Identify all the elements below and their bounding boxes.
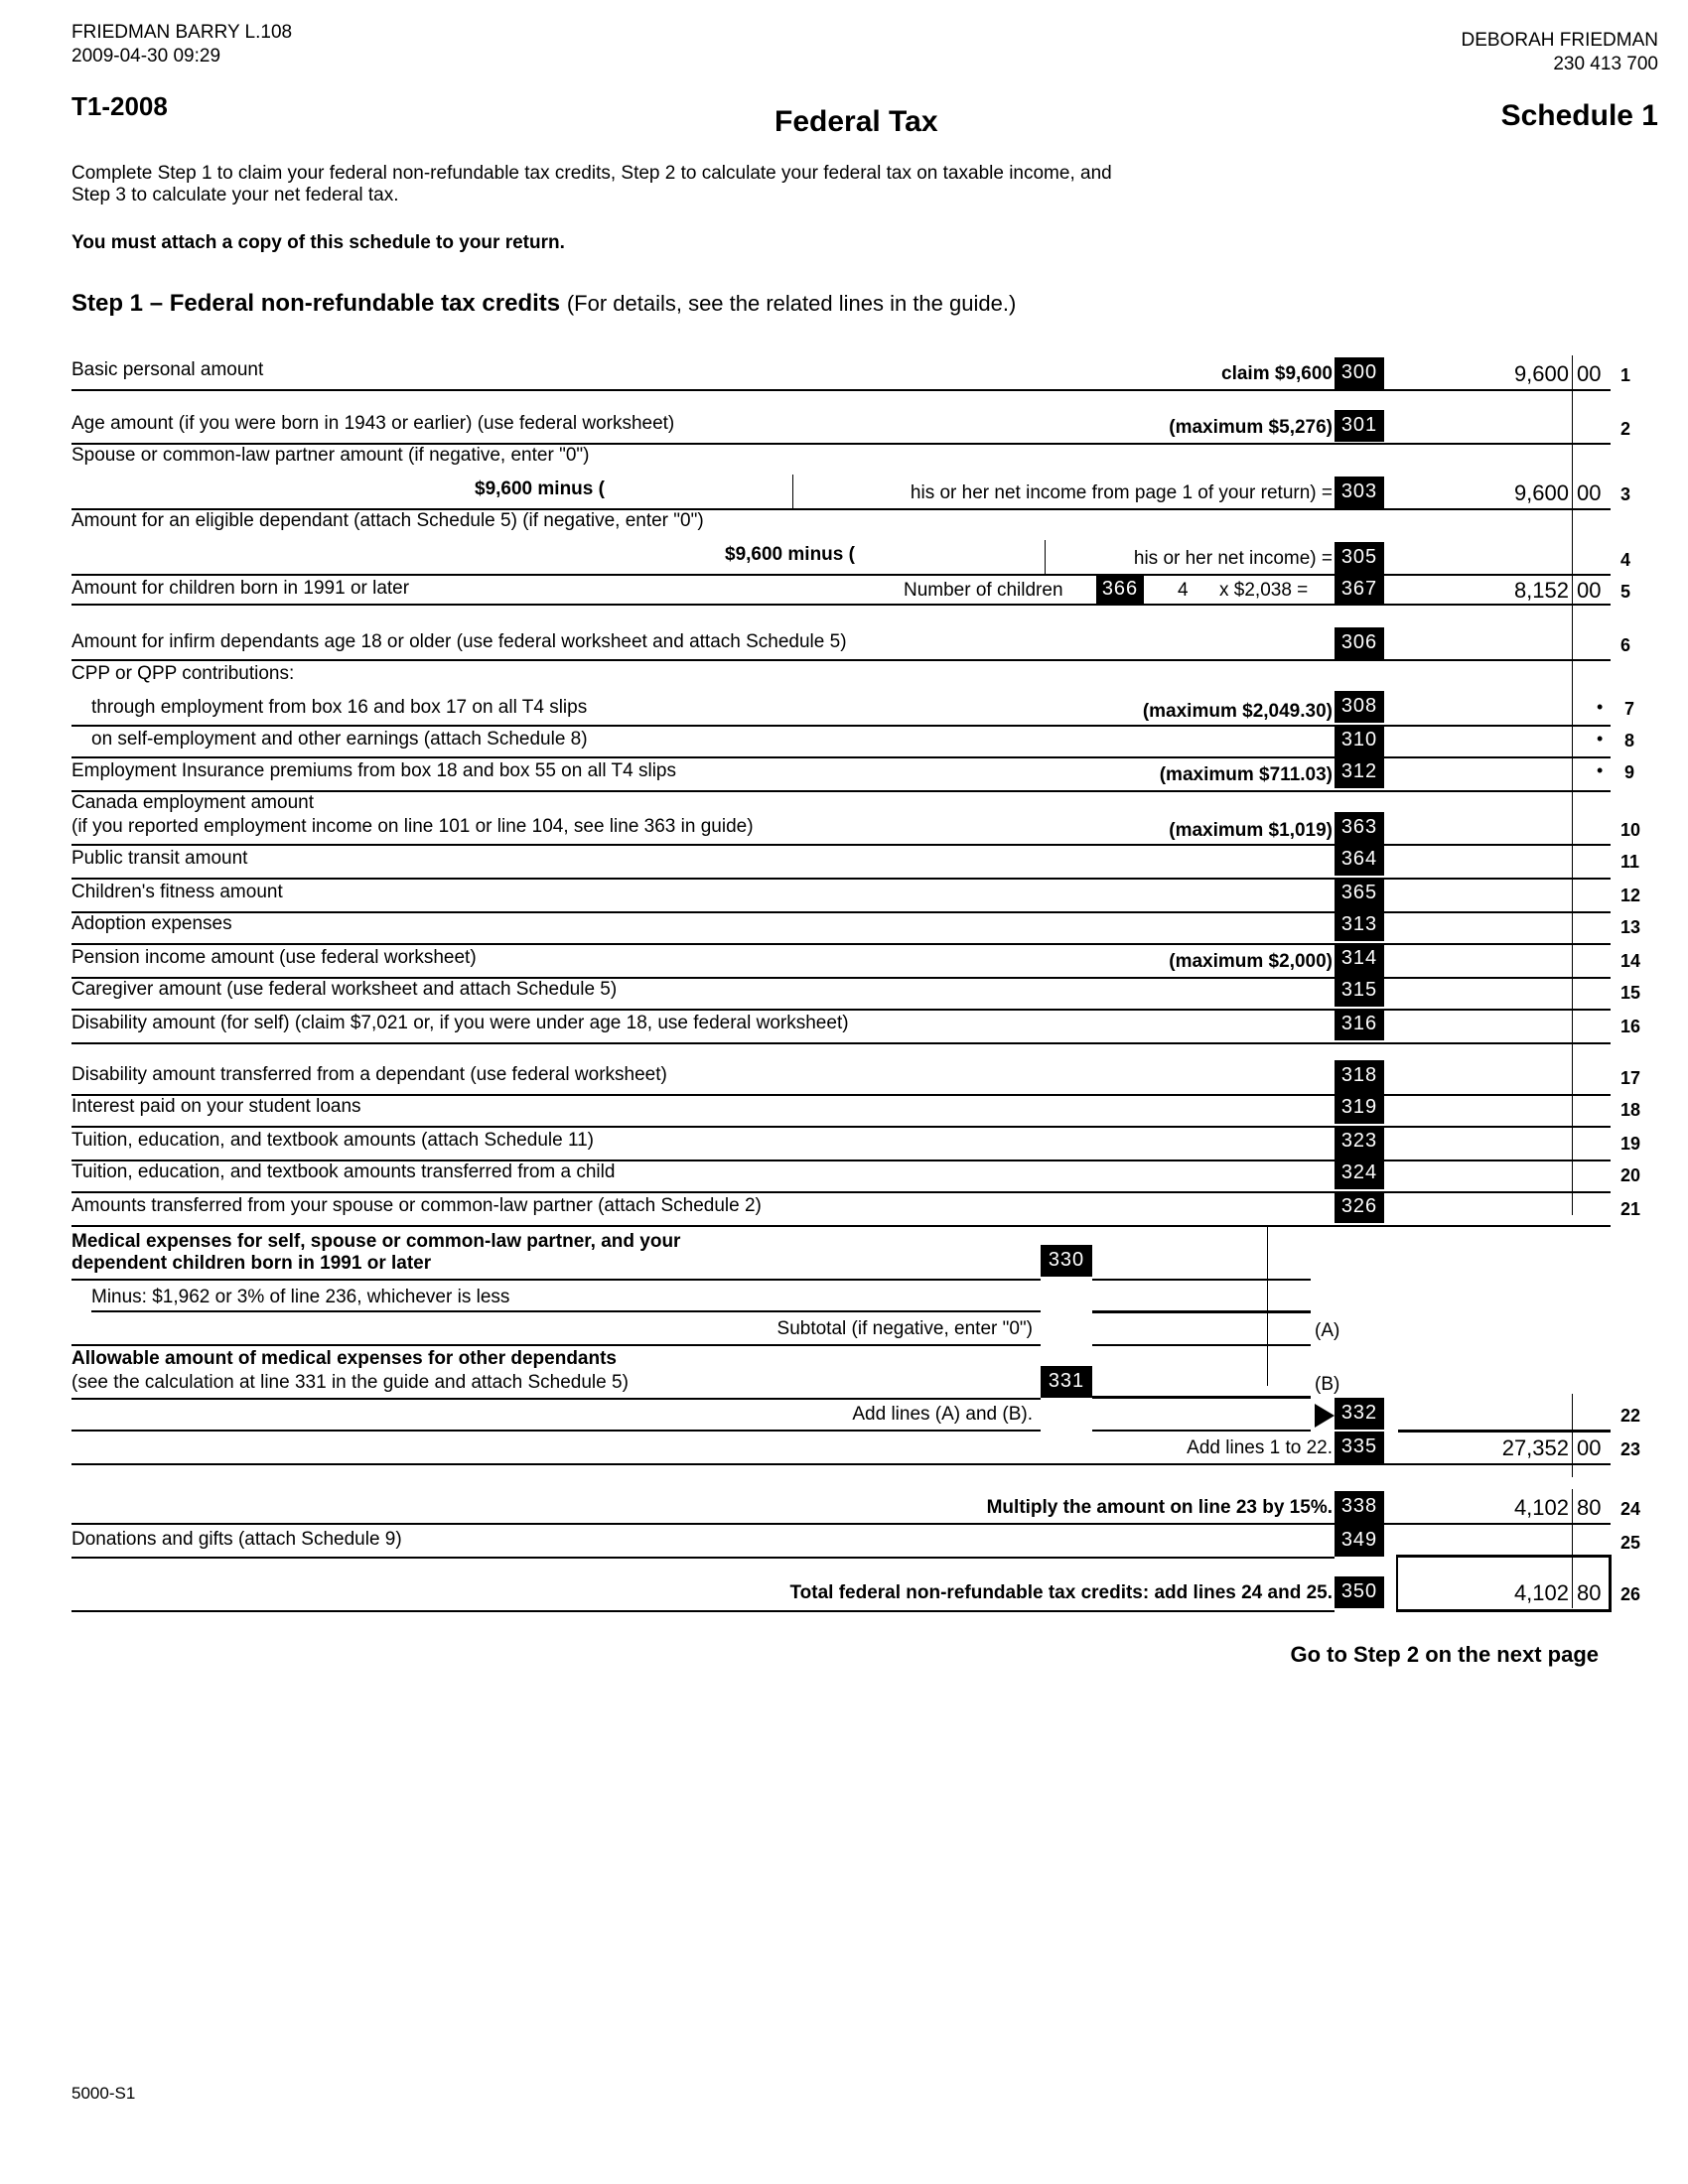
row-3-input-divider xyxy=(792,475,793,508)
row-5-note: Number of children xyxy=(904,580,1063,601)
medical-minus: Minus: $1,962 or 3% of line 236, whichever is less xyxy=(91,1287,510,1307)
line-number-26: 26 xyxy=(1620,1584,1641,1604)
line-code-331: 331 xyxy=(1041,1366,1092,1398)
line-code-316: 316 xyxy=(1335,1009,1384,1040)
line-code-315: 315 xyxy=(1335,975,1384,1007)
step1-heading-text: Step 1 – Federal non-refundable tax credits xyxy=(71,290,561,317)
row-2-note: (maximum $5,276) xyxy=(1169,417,1333,438)
line-code-349: 349 xyxy=(1335,1525,1384,1557)
row-1-label: Basic personal amount xyxy=(71,359,264,380)
line-code-306: 306 xyxy=(1335,627,1384,659)
line-number-24: 24 xyxy=(1620,1499,1641,1519)
row-4-input-divider xyxy=(1045,540,1046,574)
line-number-1: 1 xyxy=(1620,365,1631,385)
row-4-sub: $9,600 minus ( xyxy=(725,544,855,565)
medical-subtotal: Subtotal (if negative, enter "0") xyxy=(776,1318,1033,1339)
next-step-note: Go to Step 2 on the next page xyxy=(1290,1642,1599,1667)
row-3-sub: $9,600 minus ( xyxy=(475,478,605,499)
line-number-13: 13 xyxy=(1620,917,1641,937)
row-24-dollars[interactable]: 4,102 xyxy=(1513,1495,1569,1520)
row-9-bullet: • xyxy=(1597,760,1604,780)
line-number-18: 18 xyxy=(1620,1100,1641,1120)
medical-minus-input[interactable] xyxy=(1092,1310,1311,1313)
row-15-label: Caregiver amount (use federal worksheet and attach Schedule 5) xyxy=(71,979,618,1000)
row-26-rule xyxy=(71,1610,1335,1612)
form-code: 5000-S1 xyxy=(71,2084,136,2103)
line-code-332: 332 xyxy=(1335,1398,1384,1430)
line-number-6: 6 xyxy=(1620,635,1631,655)
intro-line-1: Complete Step 1 to claim your federal non-refundable tax credits, Step 2 to calculate your federal tax on taxable income, and xyxy=(71,163,1112,184)
line-22-input[interactable] xyxy=(1398,1430,1611,1433)
line-number-11: 11 xyxy=(1620,852,1640,872)
row-19-label: Tuition, education, and textbook amounts (attach Schedule 11) xyxy=(71,1130,594,1151)
row-3-note: his or her net income from page 1 of your return) = xyxy=(910,482,1333,503)
cpp-heading: CPP or QPP contributions: xyxy=(71,663,295,684)
medical-other-label-1: Allowable amount of medical expenses for other dependants xyxy=(71,1348,617,1369)
row-14-label: Pension income amount (use federal worksheet) xyxy=(71,947,477,968)
arrow-right-icon xyxy=(1315,1404,1335,1428)
line-code-308: 308 xyxy=(1335,691,1384,723)
row-23-rule xyxy=(71,1463,1611,1465)
line-number-2: 2 xyxy=(1620,419,1631,439)
medical-rule-4 xyxy=(71,1398,1041,1400)
row-14-note: (maximum $2,000) xyxy=(1169,951,1333,972)
line-number-21: 21 xyxy=(1620,1199,1641,1219)
schedule-label: Schedule 1 xyxy=(1500,99,1658,132)
line-number-22: 22 xyxy=(1620,1406,1641,1426)
row-13-label: Adoption expenses xyxy=(71,913,232,934)
step1-heading-note: (For details, see the related lines in the guide.) xyxy=(566,291,1017,316)
row-17-label: Disability amount transferred from a dependant (use federal worksheet) xyxy=(71,1064,667,1085)
row-3-cents[interactable]: 00 xyxy=(1577,480,1602,505)
medical-label-1 xyxy=(71,1231,680,1253)
line-code-335: 335 xyxy=(1335,1432,1384,1463)
row-3-label: Spouse or common-law partner amount (if negative, enter "0") xyxy=(71,445,590,466)
row-8-label: on self-employment and other earnings (attach Schedule 8) xyxy=(91,729,588,750)
line-code-366: 366 xyxy=(1096,574,1144,606)
line-code-350: 350 xyxy=(1335,1576,1384,1608)
row-10-note: (maximum $1,019) xyxy=(1169,820,1333,841)
row-10-label-2: (if you reported employment income on line 101 or line 104, see line 363 in guide) xyxy=(71,816,754,837)
line-number-17: 17 xyxy=(1620,1068,1641,1088)
timestamp: 2009-04-30 09:29 xyxy=(71,46,221,67)
line-code-364: 364 xyxy=(1335,844,1384,876)
row-26-note xyxy=(789,1582,1333,1604)
line-number-14: 14 xyxy=(1620,951,1641,971)
row-5-rule xyxy=(71,604,1611,606)
row-20-label: Tuition, education, and textbook amounts transferred from a child xyxy=(71,1161,616,1182)
line-code-324: 324 xyxy=(1335,1158,1384,1189)
line-number-20: 20 xyxy=(1620,1165,1641,1185)
row-4-label: Amount for an eligible dependant (attach Schedule 5) (if negative, enter "0") xyxy=(71,510,704,531)
line-code-338: 338 xyxy=(1335,1491,1384,1523)
row-9-label: Employment Insurance premiums from box 18 and box 55 on all T4 slips xyxy=(71,760,677,781)
spouse-name: DEBORAH FRIEDMAN xyxy=(1461,30,1658,51)
medical-other-label-2: (see the calculation at line 331 in the guide and attach Schedule 5) xyxy=(71,1372,629,1393)
row-25-rule xyxy=(71,1557,1335,1559)
row-23-cents[interactable]: 00 xyxy=(1577,1435,1602,1460)
row-23-dollars[interactable]: 27,352 xyxy=(1501,1435,1569,1460)
row-21-label: Amounts transferred from your spouse or common-law partner (attach Schedule 2) xyxy=(71,1195,762,1216)
line-code-312: 312 xyxy=(1335,756,1384,788)
social-insurance-number: 230 413 700 xyxy=(1553,54,1658,74)
row-2-label: Age amount (if you were born in 1943 or earlier) (use federal worksheet) xyxy=(71,413,675,434)
line-number-4: 4 xyxy=(1620,550,1631,570)
line-number-5: 5 xyxy=(1620,582,1631,602)
row-1-rule xyxy=(71,389,1611,391)
cents-divider xyxy=(1572,355,1573,1215)
row-24-note: Multiply the amount on line 23 by 15%. xyxy=(986,1497,1333,1518)
medical-input-330[interactable] xyxy=(1092,1279,1311,1281)
row-7-bullet: • xyxy=(1597,697,1604,717)
line-code-300: 300 xyxy=(1335,357,1384,389)
row-6-rule xyxy=(71,659,1611,661)
row-26-cents[interactable]: 80 xyxy=(1577,1580,1602,1605)
line-code-313: 313 xyxy=(1335,909,1384,941)
line-code-314: 314 xyxy=(1335,943,1384,975)
line-code-365: 365 xyxy=(1335,878,1384,909)
line-number-25: 25 xyxy=(1620,1533,1641,1553)
row-5-multiplier: x $2,038 = xyxy=(1219,580,1309,601)
line-number-19: 19 xyxy=(1620,1134,1641,1154)
attach-notice: You must attach a copy of this schedule to your return. xyxy=(71,232,565,253)
line-code-305: 305 xyxy=(1335,542,1384,574)
step1-heading xyxy=(71,290,1016,318)
row-7-note: (maximum $2,049.30) xyxy=(1142,701,1333,722)
line-number-23: 23 xyxy=(1620,1439,1641,1459)
row-5-dollars[interactable]: 8,152 xyxy=(1513,578,1569,603)
row-9-note: (maximum $711.03) xyxy=(1159,764,1333,785)
row-7-label: through employment from box 16 and box 17 on all T4 slips xyxy=(91,697,588,718)
intro-line-2: Step 3 to calculate your net federal tax. xyxy=(71,185,399,205)
medical-label-2: dependent children born in 1991 or later xyxy=(71,1253,432,1274)
row-10-label: Canada employment amount xyxy=(71,792,314,813)
row-26-note-text: Total federal non-refundable tax credits: add lines 24 and 25. xyxy=(789,1582,1333,1603)
row-5-cents[interactable]: 00 xyxy=(1577,578,1602,603)
other-tag-b: (B) xyxy=(1315,1374,1340,1395)
line-number-16: 16 xyxy=(1620,1017,1641,1036)
row-16-rule xyxy=(71,1042,1611,1044)
row-6-label: Amount for infirm dependants age 18 or older (use federal worksheet and attach Schedule 5) xyxy=(71,631,847,652)
row-18-label: Interest paid on your student loans xyxy=(71,1096,361,1117)
line-number-8: 8 xyxy=(1624,731,1635,751)
medical-label-1-text: Medical expenses for self, spouse or common-law partner, and your xyxy=(71,1231,681,1252)
medical-add-rule xyxy=(1092,1430,1311,1432)
row-4-note: his or her net income) = xyxy=(1133,548,1333,569)
row-25-label: Donations and gifts (attach Schedule 9) xyxy=(71,1529,402,1550)
line-number-12: 12 xyxy=(1620,886,1641,905)
medical-rule-2 xyxy=(91,1310,1041,1312)
row-24-cents[interactable]: 80 xyxy=(1577,1495,1602,1520)
row-23-note: Add lines 1 to 22. xyxy=(1187,1437,1333,1458)
line-code-367: 367 xyxy=(1335,574,1384,606)
line-code-330: 330 xyxy=(1041,1245,1092,1277)
row-16-label: Disability amount (for self) (claim $7,021 or, if you were under age 18, use federal worksheet) xyxy=(71,1013,849,1033)
medical-subtotal-input[interactable] xyxy=(1092,1344,1311,1346)
line-number-15: 15 xyxy=(1620,983,1641,1003)
taxpayer-name-code: FRIEDMAN BARRY L.108 xyxy=(71,22,293,43)
row-21-rule xyxy=(71,1225,1611,1227)
medical-other-input[interactable] xyxy=(1092,1396,1311,1399)
row-5-label: Amount for children born in 1991 or later xyxy=(71,578,410,599)
medical-rule-5 xyxy=(71,1430,1041,1432)
line-code-319: 319 xyxy=(1335,1092,1384,1124)
line-number-7: 7 xyxy=(1624,699,1635,719)
line-code-318: 318 xyxy=(1335,1060,1384,1092)
row-3-dollars[interactable]: 9,600 xyxy=(1513,480,1569,505)
line-code-363: 363 xyxy=(1335,812,1384,844)
line-code-301: 301 xyxy=(1335,410,1384,442)
row-1-note: claim $9,600 xyxy=(1221,363,1333,384)
line-number-3: 3 xyxy=(1620,484,1631,504)
page-title: Federal Tax xyxy=(774,105,938,138)
line-code-326: 326 xyxy=(1335,1191,1384,1223)
line-code-310: 310 xyxy=(1335,725,1384,756)
line-code-323: 323 xyxy=(1335,1126,1384,1158)
children-count[interactable]: 4 xyxy=(1178,580,1189,601)
medical-column-divider xyxy=(1267,1227,1268,1386)
line-number-9: 9 xyxy=(1624,762,1635,782)
medical-rule-3 xyxy=(71,1344,1041,1346)
row-1-dollars[interactable]: 9,600 xyxy=(1513,361,1569,386)
form-id: T1-2008 xyxy=(71,91,168,121)
row-11-label: Public transit amount xyxy=(71,848,248,869)
medical-add-label: Add lines (A) and (B). xyxy=(852,1404,1033,1425)
medical-rule-1 xyxy=(71,1279,1041,1281)
line-code-303: 303 xyxy=(1335,477,1384,508)
row-12-label: Children's fitness amount xyxy=(71,882,283,902)
line-number-10: 10 xyxy=(1620,820,1641,840)
row-26-dollars[interactable]: 4,102 xyxy=(1513,1580,1569,1605)
subtotal-tag-a: (A) xyxy=(1315,1320,1340,1341)
row-1-cents[interactable]: 00 xyxy=(1577,361,1602,386)
row-8-bullet: • xyxy=(1597,729,1604,749)
